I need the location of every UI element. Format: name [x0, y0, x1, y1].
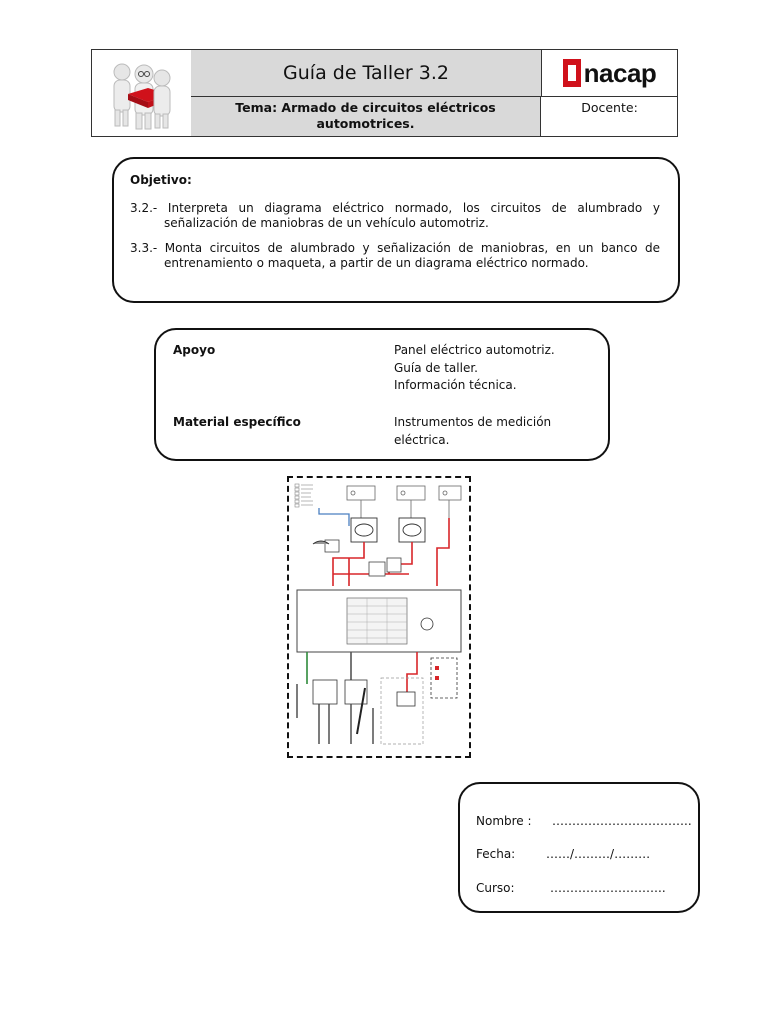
brand-mark-icon — [563, 59, 581, 87]
material-value: eléctrica. — [394, 432, 450, 447]
apoyo-label: Apoyo — [173, 343, 216, 357]
nombre-field[interactable]: …………………………….. — [552, 814, 692, 828]
tema-line-2: automotrices. — [316, 116, 415, 131]
fecha-field[interactable]: ……/………/……… — [546, 847, 651, 861]
tema-line-1: Tema: Armado de circuitos eléctricos — [235, 100, 496, 115]
objetivo-item: 3.3.- Monta circuitos de alumbrado y señalización de maniobras, en un banco de entrenamiento o maqueta, a partir de un diagrama eléctrico normado. — [130, 241, 660, 270]
page-title: Guía de Taller 3.2 — [191, 50, 542, 97]
student-info-box — [458, 782, 700, 913]
wiring-diagram — [287, 476, 471, 758]
material-value: Instrumentos de medición — [394, 415, 552, 429]
figures-reading-illustration — [92, 50, 192, 136]
apoyo-value: Guía de taller. — [394, 360, 478, 375]
material-values — [394, 414, 551, 449]
fecha-label: Fecha: — [476, 847, 516, 861]
curso-field[interactable]: ……………………….. — [550, 881, 666, 895]
nombre-label: Nombre : — [476, 814, 532, 828]
objetivo-box — [112, 157, 680, 303]
objetivo-item: 3.2.- Interpreta un diagrama eléctrico normado, los circuitos de alumbrado y señalización de maniobras de un vehículo automotriz. — [130, 201, 660, 230]
brand-wordmark: nacap — [583, 57, 657, 88]
docente-label: Docente: — [581, 100, 638, 115]
tema-text — [191, 97, 541, 136]
header-table — [91, 49, 678, 137]
objetivo-heading: Objetivo: — [130, 173, 192, 187]
apoyo-value: Panel eléctrico automotriz. — [394, 343, 555, 357]
curso-label: Curso: — [476, 881, 515, 895]
brand-logo — [542, 50, 677, 97]
material-label: Material específico — [173, 415, 301, 429]
apoyo-value: Información técnica. — [394, 378, 517, 392]
apoyo-values — [394, 342, 555, 395]
apoyo-box — [154, 328, 610, 461]
